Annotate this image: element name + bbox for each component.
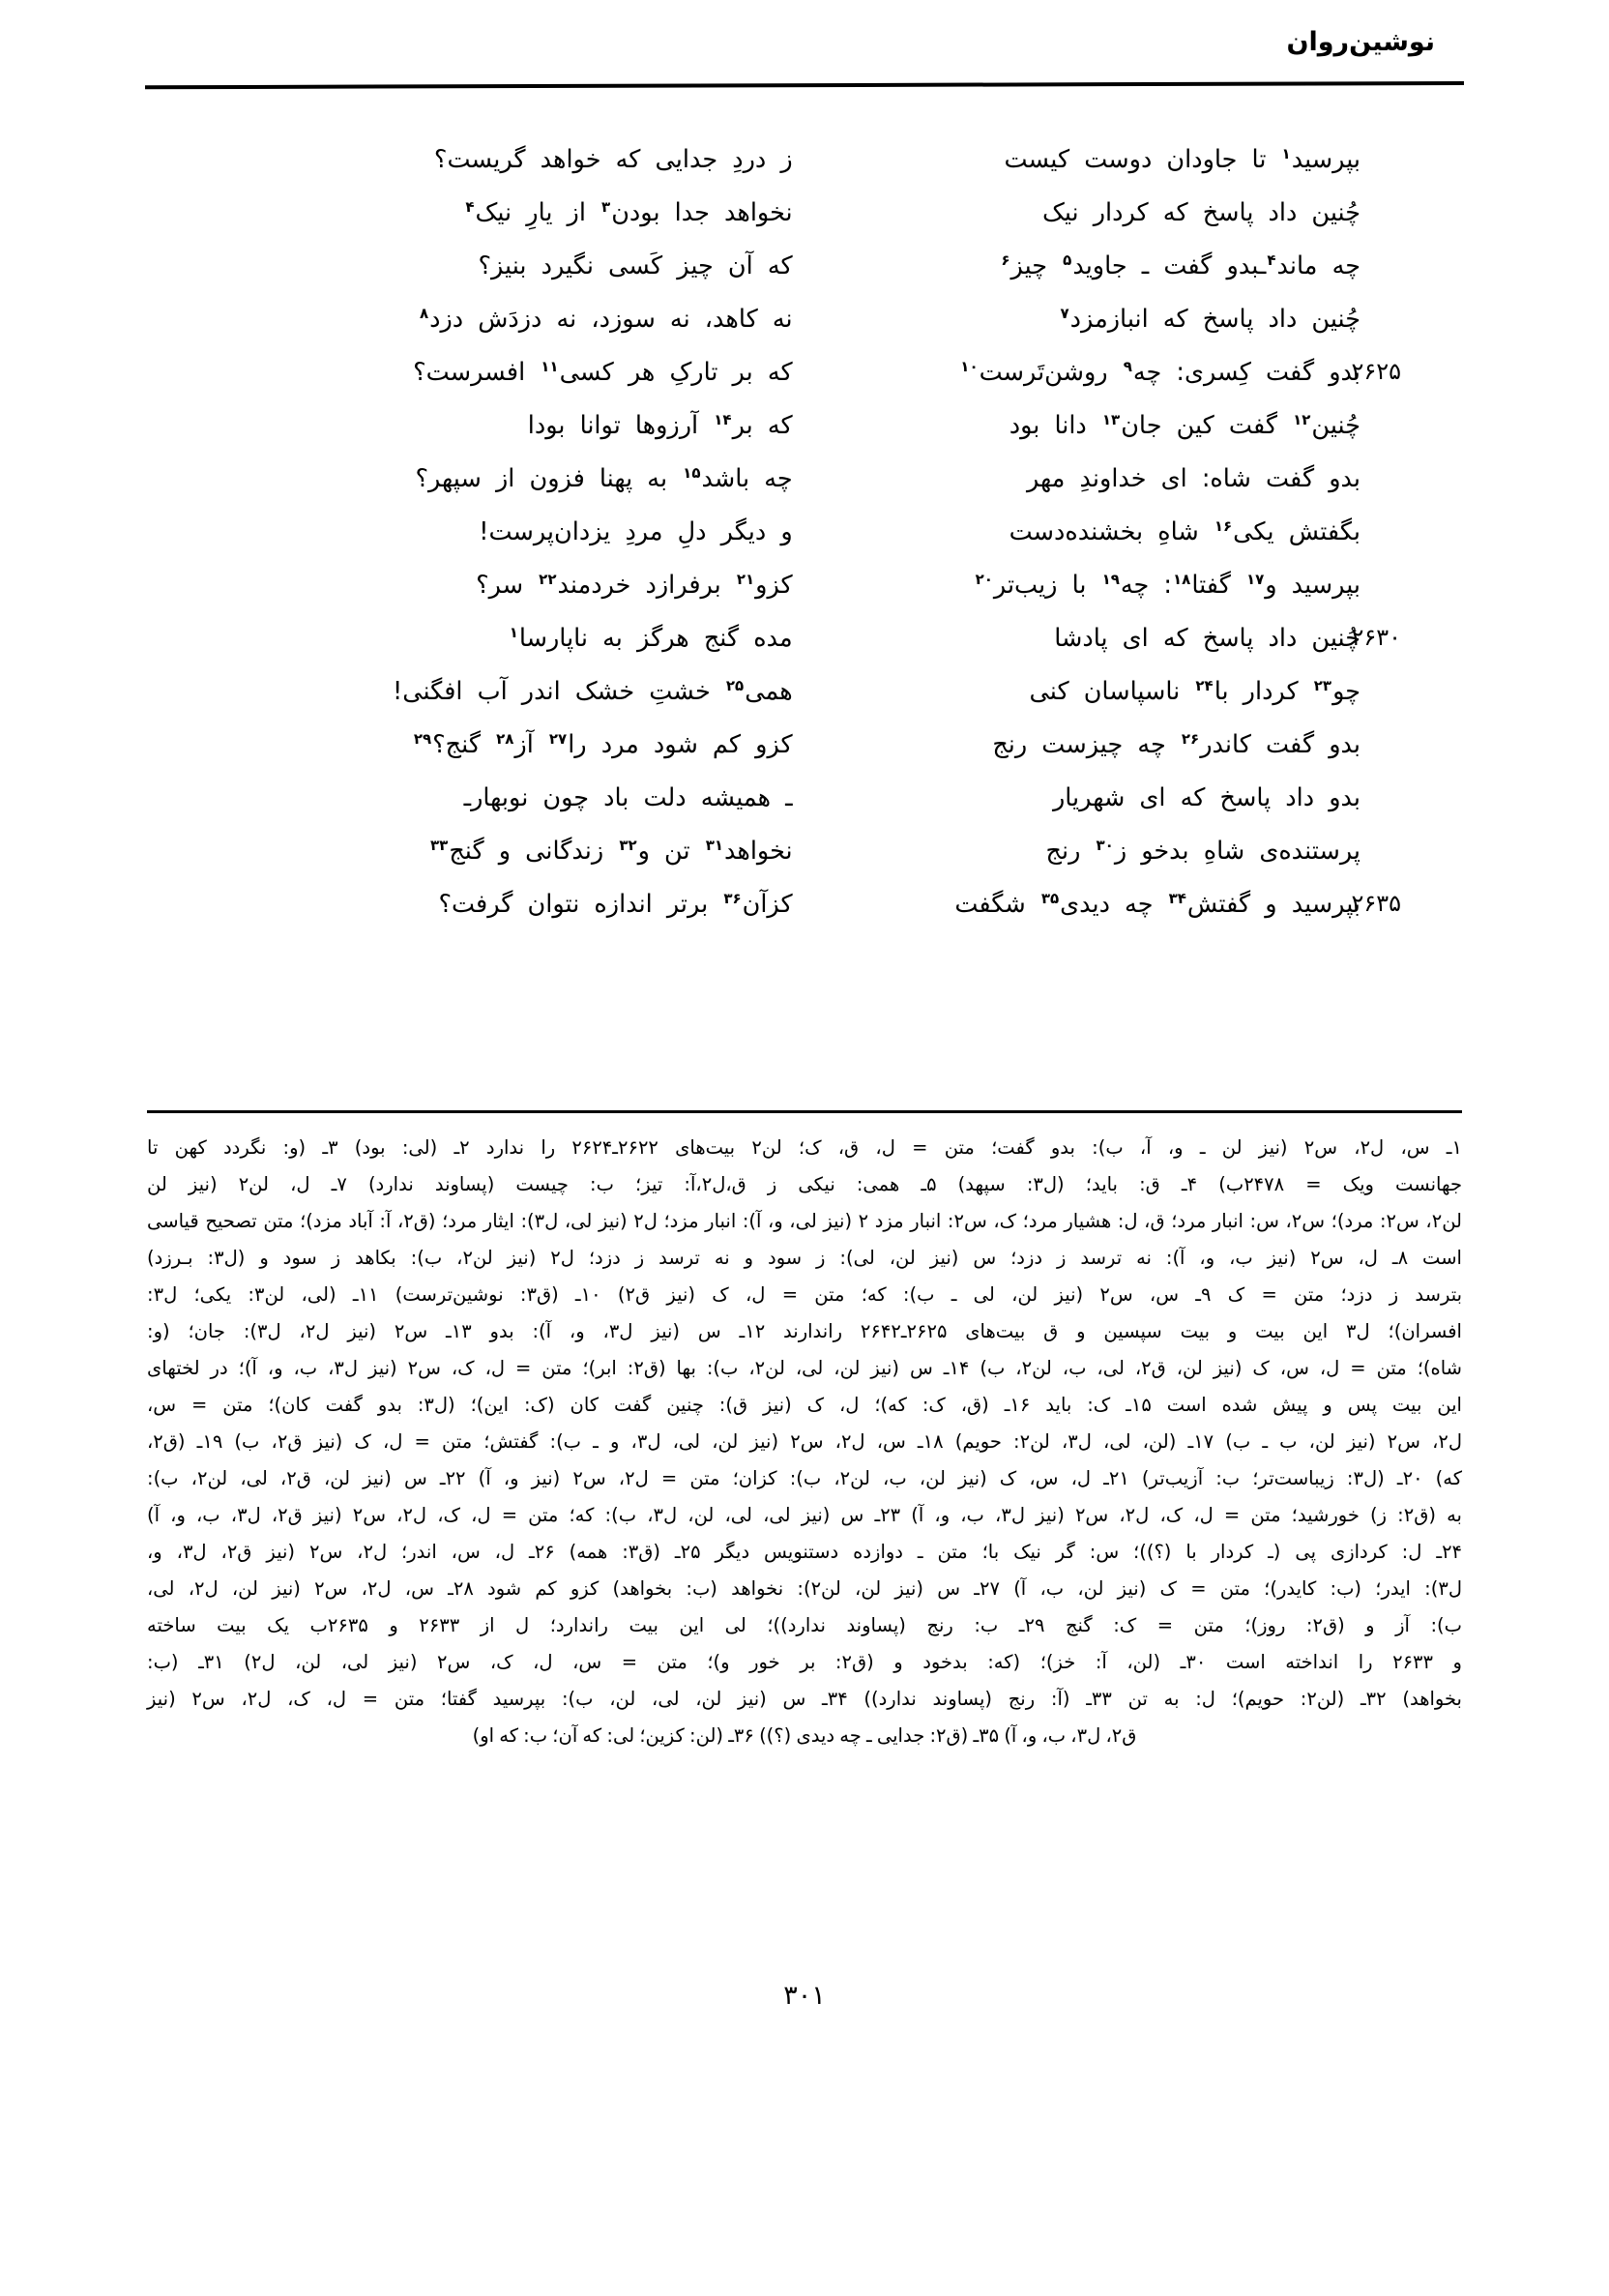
footnote-marker: ۱۱ xyxy=(541,357,559,375)
footnote-marker: ۲۴ xyxy=(1195,676,1214,694)
footnote-marker: ۹ xyxy=(1123,357,1132,375)
apparatus-line: ل۲، س۲ (نیز لن، ب ـ ب) ۱۷ـ (لن، لی، ل۳، لن۲: حویم) ۱۸ـ س، ل۲، س۲ (نیز لن، لی، ل۳، و ـ ب): گفتش؛ متن = ل، ک (نیز ق۲، ب) ۱۹ـ (ق۲، xyxy=(147,1430,1463,1453)
hemistich-second: کزآن$^{۳۶}$ برتر اندازه نتوان گرفت؟ xyxy=(438,889,793,919)
footnote-marker: ۶ xyxy=(1001,250,1010,269)
footnote-marker: ۱۸ xyxy=(1173,570,1191,588)
apparatus-line: ۱ـ س، ل۲، س۲ (نیز لن ـ و، آ، ب): بدو گفت؛ متن = ل، ق، ک؛ لن۲ بیت‌های ۲۶۲۲ـ۲۶۲۴ را ندارد ۲ـ (لی: بود) ۳ـ (و: نگردد کهن تا xyxy=(147,1136,1462,1159)
footnote-marker: ۲۸ xyxy=(496,729,514,748)
footnote-marker: ۲۷ xyxy=(548,729,568,748)
apparatus-line: ب): آز و (ق۲: روز)؛ متن = ک: گنج ۲۹ـ ب: رنج (پساوند ندارد))؛ لی این بیت راندارد؛ ل از ۲۶۳۳ و ۲۶۳۵ب یک بیت ساخته xyxy=(147,1614,1462,1636)
verse-line xyxy=(208,411,1401,464)
footnote-marker: ۱ xyxy=(1281,144,1291,162)
hemistich-second: مده گنج هرگز به ناپارسا$^۱$ xyxy=(509,623,793,653)
hemistich-first: چُنین داد پاسخ که کردار نیک xyxy=(1042,198,1360,227)
verse-line xyxy=(208,517,1401,571)
hemistich-second: کزو کم شود مرد را$^{۲۷}$ آز$^{۲۸}$ گنج؟$^{۲۹}$ xyxy=(413,729,793,759)
apparatus-line: ۲۴ـ ل: کردازی پی (ـ کردار با (؟))؛ س: گر نیک با؛ متن ـ دوازده دستنویس دیگر ۲۵ـ (ق۳: همه) ۲۶ـ ل، س، اندر؛ ل۲، س۲ (نیز ق۲، ل۳، و، xyxy=(147,1541,1463,1563)
verse-number: ۲۶۳۵ xyxy=(1351,890,1401,917)
hemistich-first: بدو گفت کاندر$^{۲۶}$ چه چیزست رنج xyxy=(992,729,1360,759)
running-head-zone xyxy=(145,27,1464,85)
verse-line xyxy=(208,730,1401,783)
verse-block xyxy=(208,145,1401,943)
footnote-marker: ۳۱ xyxy=(705,836,723,854)
apparatus-line: که) ۲۰ـ (ل۳: زیباست‌تر؛ ب: آزیب‌تر) ۲۱ـ ل، س، ک (نیز لن، ب، لن۲، ب): کزان؛ متن = ل۲، س۲ (نیز و، آ) ۲۲ـ س (نیز لن، ق۲، لی، لن۲، ب): xyxy=(147,1467,1463,1489)
apparatus-line: ق۲، ل۳، ب، و، آ) ۳۵ـ (ق۲: جدایی ـ چه دیدی (؟)) ۳۶ـ (لن: کزین؛ لی: که آن؛ ب: که او) xyxy=(472,1724,1137,1747)
hemistich-second: ز دردِ جدایی که خواهد گریست؟ xyxy=(433,145,793,174)
hemistich-first: چُنین داد پاسخ که ای پادشا xyxy=(1054,624,1360,653)
hemistich-first: بپرسید و گفتش$^{۳۴}$ چه دیدی$^{۳۵}$ شگفت xyxy=(954,889,1360,919)
hemistich-second: که آن چیز کَسی نگیرد بنیز؟ xyxy=(478,251,793,280)
apparatus-line: و ۲۶۳۳ را انداخته است ۳۰ـ (لن، آ: خز)؛ (که: بدخود و (ق۲: بر خور و)؛ متن = س، ل، ک، س۲ (نیز لی، لن، ل۲) ۳۱ـ (ب: xyxy=(147,1651,1462,1673)
hemistich-first: بپرسید$^۱$ تا جاودان دوست کیست xyxy=(1004,144,1360,174)
hemistich-first: پرستنده‌ی شاهِ بدخو ز$^{۳۰}$ رنج xyxy=(1045,836,1360,866)
footnote-marker: ۵ xyxy=(1063,250,1072,269)
apparatus-line: بترسد ز دزد؛ متن = ک ۹ـ س، س۲ (نیز لن، لی ـ ب): که؛ متن = ل، ک (نیز ق۲) ۱۰ـ (ق۳: نوشین‌ترست) ۱۱ـ (لی، لن۳: یکی؛ ل۳: xyxy=(147,1283,1463,1306)
hemistich-first: چو$^{۲۳}$ کردار با$^{۲۴}$ ناسپاسان کنی xyxy=(1029,676,1360,706)
footnote-marker: ۱۰ xyxy=(960,357,979,375)
footnote-marker: ۴ xyxy=(465,197,475,216)
footnote-marker: ۱ xyxy=(509,623,518,641)
footnote-marker: ۲۱ xyxy=(736,570,755,588)
footnote-marker: ۲۵ xyxy=(725,676,745,694)
hemistich-second: ـ همیشه دلت باد چون نوبهارـ xyxy=(463,783,793,812)
apparatus-line: لن۲، س۲: مرد)؛ س۲، س: انبار مرد؛ ق، ل: هشیار مرد؛ ک، س۲: انبار مزد ۲ (نیز لی، و، آ): انبار مزد؛ ل۲ (نیز لی، ل۳): ایثار مرد؛ (ق۲، آ: آباد مزد)؛ متن تصحیح قیاسی xyxy=(147,1210,1462,1232)
hemistich-second: همی$^{۲۵}$ خشتِ خشک اندر آب افگنی! xyxy=(392,676,793,706)
footnote-marker: ۳ xyxy=(601,197,611,216)
hemistich-second: چه باشد$^{۱۵}$ به پهنا فزون از سپهر؟ xyxy=(415,463,793,493)
footnote-marker: ۱۳ xyxy=(1101,410,1121,428)
footnote-marker: ۲۰ xyxy=(975,570,993,588)
apparatus-line: افسران)؛ ل۳ این بیت و بیت سپسین و ق بیت‌های ۲۶۲۵ـ۲۶۴۲ راندارند ۱۲ـ س (نیز ل۳، و، آ): بدو ۱۳ـ س۲ (نیز ل۲، ل۳): جان؛ (و: xyxy=(147,1320,1462,1342)
footnote-marker: ۷ xyxy=(1060,304,1069,322)
apparatus-line: جهانست ویک = ۲۴۷۸ب) ۴ـ ق: باید؛ (ل۳: سپهد) ۵ـ همی: نیکی ز ق،ل۲،آ: تیز؛ ب: چیست (پساوند ندارد) ۷ـ ل، لن۲ (نیز لن xyxy=(147,1173,1463,1195)
hemistich-first: چُنین$^{۱۲}$ گفت کین جان$^{۱۳}$ دانا بود xyxy=(1009,410,1360,440)
hemistich-second: نه کاهد، نه سوزد، نه دزدَش دزد$^۸$ xyxy=(419,304,793,334)
apparatus-line: است ۸ـ ل، س۲ (نیز ب، و، آ): نه ترسد ز دزد؛ س (نیز لن، لی): ز سود و نه ترسد ز دزد؛ ل۲ (نیز لن۲، ب): بکاهد ز سود و (ل۳: بـرزد) xyxy=(147,1247,1462,1269)
footnote-marker: ۲۲ xyxy=(539,570,557,588)
footnote-marker: ۲۳ xyxy=(1313,676,1332,694)
verse-line xyxy=(208,145,1401,198)
hemistich-first: چُنین داد پاسخ که انبازمزد$^۷$ xyxy=(1060,304,1360,334)
running-head-title: نوشین‌روان xyxy=(1286,27,1435,57)
hemistich-first: بدو گفت کِسری: چه$^۹$ روشن‌تَرست$^{۱۰}$ xyxy=(960,357,1360,387)
apparatus-line: این بیت پس و پیش شده است ۱۵ـ ک: باید ۱۶ـ (ق، ک: که)؛ ل، ک (نیز ق): چنین گفت کان (ک: این)؛ (ل۳: بدو گفت کان)؛ متن = س، xyxy=(147,1394,1462,1416)
hemistich-second: نخواهد جدا بودن$^۳$ از یارِ نیک$^۴$ xyxy=(465,197,793,227)
verse-line xyxy=(208,251,1401,305)
footnote-marker: ۸ xyxy=(419,304,429,322)
page-number: ۳۰۱ xyxy=(783,1981,826,2011)
footnote-marker: ۲۹ xyxy=(413,729,432,748)
hemistich-first: بدو داد پاسخ که ای شهریار xyxy=(1052,783,1360,812)
verse-number: ۲۶۲۵ xyxy=(1351,358,1401,385)
verse-line xyxy=(208,464,1401,517)
footnote-marker: ۱۵ xyxy=(683,463,701,482)
verse-line xyxy=(208,783,1401,837)
hemistich-first: بدو گفت شاه: ای خداوندِ مهر xyxy=(1026,464,1360,493)
footnote-marker: ۳۴ xyxy=(1168,889,1186,907)
hemistich-second: که بر تارکِ هر کسی$^{۱۱}$ افسرست؟ xyxy=(413,357,793,387)
hemistich-first: چه ماند$^۴$ـبدو گفت ـ جاوید$^۵$ چیز$^۶$ xyxy=(1001,250,1360,280)
footnote-marker: ۳۵ xyxy=(1040,889,1060,907)
verse-line xyxy=(208,677,1401,730)
header-divider-rule xyxy=(145,81,1464,89)
apparatus-line: بخواهد) ۳۲ـ (لن۲: حویم)؛ ل: به تن ۳۳ـ (آ: رنج (پساوند ندارد)) ۳۴ـ س (نیز لن، لی، لن، ب): بپرسید گفتا؛ متن = ل، ک، ل۲، س۲ (نیز xyxy=(147,1688,1462,1710)
apparatus-line: به (ق۲: ز) خورشید؛ متن = ل، ک، ل۲، س۲ (نیز ل۳، ب، و، آ) ۲۳ـ س (نیز لی، لی، لن، ل۳، ب): که؛ متن = ل، ک، ل۲، س۲ (نیز ق۲، ل۳، ب، و، آ) xyxy=(147,1504,1462,1526)
apparatus-divider-rule xyxy=(147,1110,1462,1113)
hemistich-first: بگفتش یکی$^{۱۶}$ شاهِ بخشنده‌دست xyxy=(1009,516,1360,546)
hemistich-second: و دیگر دلِ مردِ یزدان‌پرست! xyxy=(479,517,793,546)
verse-line xyxy=(208,198,1401,251)
apparatus-line: شاه)؛ متن = ل، س، ک (نیز لن، ق۲، لی، ب، لن۲، ب) ۱۴ـ س (نیز لن، لی، لن۲، ب): بها (ق۲: ابر)؛ متن = ل، ک، س۲ (نیز ل۳، ب، و، آ)؛ در لختهای xyxy=(147,1357,1462,1379)
footnote-marker: ۱۷ xyxy=(1245,570,1265,588)
footnote-marker: ۱۹ xyxy=(1101,570,1120,588)
footnote-marker: ۳۰ xyxy=(1096,836,1114,854)
verse-line xyxy=(208,624,1401,677)
apparatus-criticus xyxy=(147,1130,1462,1754)
verse-number: ۲۶۳۰ xyxy=(1351,624,1401,651)
footnote-marker: ۱۲ xyxy=(1293,410,1311,428)
verse-line xyxy=(208,890,1401,943)
footnote-marker: ۱۴ xyxy=(714,410,732,428)
hemistich-second: که بر$^{۱۴}$ آرزوها توانا بودا xyxy=(527,410,793,440)
footnote-marker: ۱۶ xyxy=(1214,516,1233,535)
footnote-marker: ۳۳ xyxy=(430,836,449,854)
verse-line xyxy=(208,358,1401,411)
hemistich-second: کزو$^{۲۱}$ برفرازد خردمند$^{۲۲}$ سر؟ xyxy=(476,570,793,600)
hemistich-second: نخواهد$^{۳۱}$ تن و$^{۳۲}$ زندگانی و گنج$^{۳۳}$ xyxy=(430,836,793,866)
footnote-marker: ۳۶ xyxy=(723,889,742,907)
footnote-marker: ۴ xyxy=(1267,250,1276,269)
footnote-marker: ۲۶ xyxy=(1181,729,1200,748)
apparatus-line: ل۳): ایدر؛ (ب: کایدر)؛ متن = ک (نیز لن، ب، آ) ۲۷ـ س (نیز لن، لن۲): نخواهد (ب: بخواهد) کزو کم شود ۲۸ـ س، ل۲، س۲ (نیز لن، ل۲، لی، xyxy=(147,1577,1463,1600)
footnote-marker: ۳۲ xyxy=(619,836,637,854)
hemistich-first: بپرسید و$^{۱۷}$ گفتا$^{۱۸}$: چه$^{۱۹}$ با زیب‌تر$^{۲۰}$ xyxy=(975,570,1360,600)
